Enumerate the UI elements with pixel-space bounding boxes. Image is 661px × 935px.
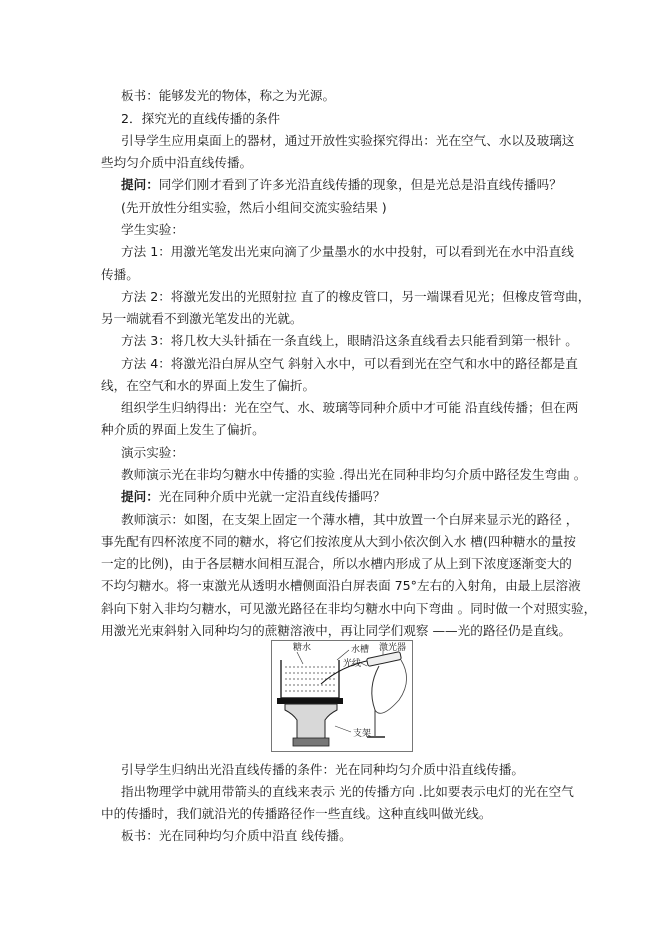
text-line: 教师演示光在非均匀糖水中传播的实验 .得出光在同种非均匀介质中路径发生弯曲 。 (121, 467, 587, 482)
text-line: 方法 2：将激光发出的光照射拉 直了的橡皮管口，另一端课看见光；但橡皮管弯曲， (121, 289, 591, 304)
label-sugar-water: 糖水 (293, 643, 312, 653)
text-line: 中的传播时，我们就沿光的传播路径作一些直线。这种直线叫做光线。 (101, 806, 492, 821)
text-line: 斜向下射入非均匀糖水，可见激光路径在非均匀糖水中向下弯曲 。同时做一个对照实验， (101, 601, 597, 616)
label-laser: 激光器 (379, 643, 407, 653)
experiment-diagram (271, 640, 413, 752)
label-stand: 支架 (353, 729, 372, 739)
text-line: 教师演示：如图，在支架上固定一个薄水槽，其中放置一个白屏来显示光的路径 ， (121, 512, 579, 527)
experiment-figure (271, 640, 413, 752)
text-line: 学生实验： (121, 222, 184, 237)
text-line: 板书：能够发光的物体，称之为光源。 (121, 88, 336, 103)
text-line: 引导学生归纳出光沿直线传播的条件：光在同种均匀介质中沿直线传播。 (121, 762, 524, 777)
text-line: (先开放性分组实验，然后小组间交流实验结果 ) (121, 200, 387, 215)
question-text: 光在同种介质中光就一定沿直线传播吗？ (158, 489, 386, 504)
text-line: 方法 3：将几枚大头针插在一条直线上，眼睛沿这条直线看去只能看到第一根针 。 (121, 333, 578, 348)
text-line: 引导学生应用桌面上的器材，通过开放性实验探究得出：光在空气、水以及玻璃这 (121, 133, 575, 148)
text-line: 方法 4：将激光沿白屏从空气 斜射入水中，可以看到光在空气和水中的路径都是直 (121, 356, 578, 371)
text-line: 传播。 (101, 267, 139, 282)
text-line: 组织学生归纳得出：光在空气、水、玻璃等同种介质中才可能 沿直线传播；但在两 (121, 400, 579, 415)
text-line: 种介质的界面上发生了偏折。 (101, 422, 265, 437)
text-line: 板书：光在同种均匀介质中沿直 线传播。 (121, 828, 352, 843)
text-line: 一定的比例)，由于各层糖水间相互混合，所以水槽内形成了从上到下浓度逐渐变大的 (101, 556, 572, 571)
text-line: 另一端就看不到激光笔发出的光就。 (101, 311, 303, 326)
text-line: 方法 1：用激光笔发出光束向滴了少量墨水的水中投射，可以看到光在水中沿直线 (121, 244, 574, 259)
label-water-tank: 水槽 (351, 645, 370, 655)
question-label: 提问： (121, 177, 159, 192)
question-line (121, 489, 385, 505)
text-line: 指出物理学中就用带箭头的直线来表示 光的传播方向 .比如要表示电灯的光在空气 (121, 784, 574, 799)
text-line: 线，在空气和水的界面上发生了偏折。 (101, 378, 316, 393)
text-line: 些均匀介质中沿直线传播。 (101, 155, 253, 170)
label-light-ray: 光线 (343, 659, 362, 669)
question-line (121, 177, 562, 193)
text-line: 演示实验： (121, 445, 184, 460)
text-line: 不均匀糖水。将一束激光从透明水槽侧面沿白屏表面 75°左右的入射角，由最上层溶液 (101, 578, 581, 593)
text-line: 用激光光束斜射入同种均匀的蔗糖溶液中，再让同学们观察 ——光的路径仍是直线。 (101, 623, 571, 638)
section-heading: 2．探究光的直线传播的条件 (121, 111, 281, 126)
question-text: 同学们刚才看到了许多光沿直线传播的现象，但是光总是沿直线传播吗？ (158, 177, 562, 192)
text-line: 事先配有四杯浓度不同的糖水，将它们按浓度从大到小依次倒入水 槽(四种糖水的量按 (101, 534, 576, 549)
question-label: 提问： (121, 489, 159, 504)
